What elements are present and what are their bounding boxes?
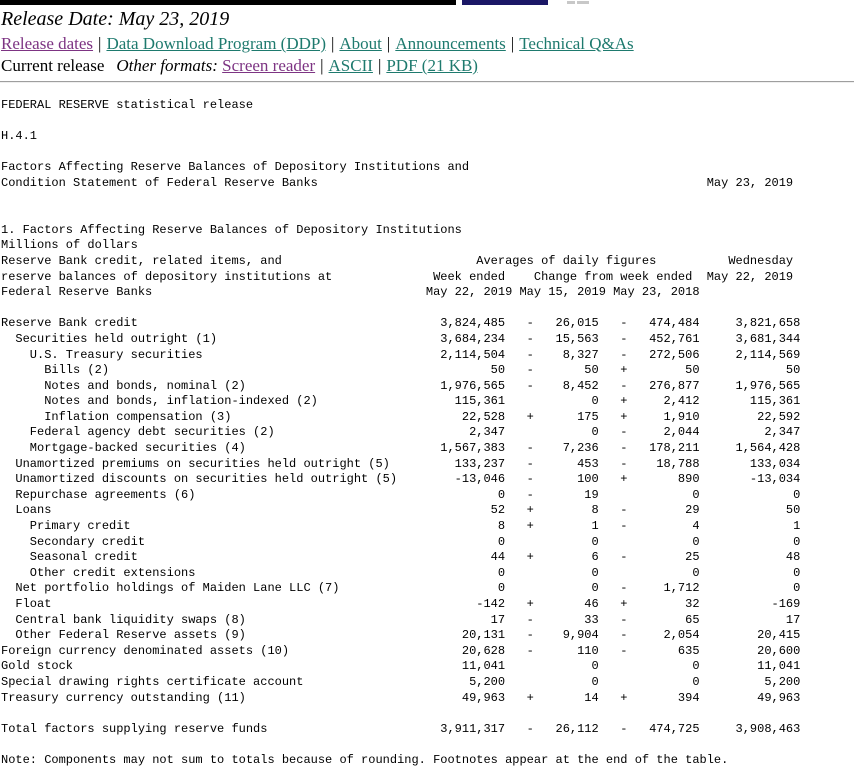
release-title-line2: Condition Statement of Federal Reserve Banks May 23, 2019 xyxy=(1,175,794,190)
header-black-bar xyxy=(0,0,456,5)
table-total-row: Total factors supplying reserve funds 3,911,317 - 26,112 - 474,725 3,908,463 xyxy=(1,721,801,736)
table-row: Primary credit 8 + 1 - 4 1 xyxy=(1,519,801,534)
other-formats-label: Other formats: xyxy=(116,56,218,75)
link-separator: | xyxy=(386,34,391,53)
table-row: Foreign currency denominated assets (10) 20,628 - 110 - 635 20,600 xyxy=(1,643,801,658)
table-title: 1. Factors Affecting Reserve Balances of Depository Institutions xyxy=(1,222,462,237)
spacer-line xyxy=(1,301,854,317)
nav-link-data-download-program-ddp[interactable]: Data Download Program (DDP) xyxy=(106,34,326,53)
nav-link-release-dates[interactable]: Release dates xyxy=(1,34,94,53)
statistical-release-body xyxy=(0,98,854,769)
table-row: Bills (2) 50 - 50 + 50 50 xyxy=(1,363,801,378)
table-row: Treasury currency outstanding (11) 49,963 + 14 + 394 49,963 xyxy=(1,690,801,705)
release-series-id: H.4.1 xyxy=(1,129,38,144)
table-row: Mortgage-backed securities (4) 1,567,383 - 7,236 - 178,211 1,564,428 xyxy=(1,441,801,456)
format-links xyxy=(222,56,478,75)
release-org-line: FEDERAL RESERVE statistical release xyxy=(1,98,254,112)
link-separator: | xyxy=(510,34,515,53)
release-title-line1: Factors Affecting Reserve Balances of Depository Institutions and xyxy=(1,160,470,175)
format-link-screen-reader[interactable]: Screen reader xyxy=(222,56,316,75)
table-row: Gold stock 11,041 0 0 11,041 xyxy=(1,659,801,674)
link-separator: | xyxy=(98,34,102,53)
table-row: Special drawing rights certificate account 5,200 0 0 5,200 xyxy=(1,674,801,689)
table-row: Other credit extensions 0 0 0 0 xyxy=(1,565,801,580)
link-separator: | xyxy=(320,56,324,75)
formats-line xyxy=(1,56,854,75)
spacer-line xyxy=(1,192,854,208)
link-separator: | xyxy=(377,56,382,75)
illegible-tiny-text xyxy=(577,1,589,4)
table-row: Seasonal credit 44 + 6 - 25 48 xyxy=(1,550,801,565)
table-units: Millions of dollars xyxy=(1,238,138,253)
table-row: Notes and bonds, nominal (2) 1,976,565 - 8,452 - 276,877 1,976,565 xyxy=(1,378,801,393)
link-separator: | xyxy=(331,34,335,53)
table-row: Net portfolio holdings of Maiden Lane LLC (7) 0 0 - 1,712 0 xyxy=(1,581,801,596)
format-link-pdf-21-kb[interactable]: PDF (21 KB) xyxy=(386,56,478,75)
spacer-line xyxy=(1,114,854,130)
illegible-tiny-text xyxy=(567,1,575,4)
divider-rule xyxy=(0,81,854,83)
table-row: Inflation compensation (3) 22,528 + 175 + 1,910 22,592 xyxy=(1,409,801,424)
table-header-line: Reserve Bank credit, related items, and Averages of daily figures Wednesday xyxy=(1,253,794,268)
table-row: Secondary credit 0 0 0 0 xyxy=(1,534,801,549)
spacer-line xyxy=(1,207,854,223)
spacer-line xyxy=(1,145,854,161)
table-row: Notes and bonds, inflation-indexed (2) 115,361 0 + 2,412 115,361 xyxy=(1,394,801,409)
header-blue-bar xyxy=(462,0,548,5)
format-link-ascii[interactable]: ASCII xyxy=(328,56,373,75)
nav-link-about[interactable]: About xyxy=(339,34,382,53)
table-row: Reserve Bank credit 3,824,485 - 26,015 - 474,484 3,821,658 xyxy=(1,316,801,331)
table-row: Loans 52 + 8 - 29 50 xyxy=(1,503,801,518)
table-row: Unamortized discounts on securities held outright (5) -13,046 - 100 + 890 -13,034 xyxy=(1,472,801,487)
table-row: Securities held outright (1) 3,684,234 - 15,563 - 452,761 3,681,344 xyxy=(1,331,801,346)
table-row: Repurchase agreements (6) 0 - 19 0 0 xyxy=(1,487,801,502)
release-nav xyxy=(1,34,854,53)
table-row: Federal agency debt securities (2) 2,347 0 - 2,044 2,347 xyxy=(1,425,801,440)
spacer-line xyxy=(1,737,854,753)
table-row: Other Federal Reserve assets (9) 20,131 - 9,904 - 2,054 20,415 xyxy=(1,628,801,643)
table-header-line: reserve balances of depository institutions at Week ended Change from week ended May 22, 2019 xyxy=(1,269,794,284)
table-note: Note: Components may not sum to totals because of rounding. Footnotes appear at the end of the table. xyxy=(1,752,729,767)
table-row: Central bank liquidity swaps (8) 17 - 33 - 65 17 xyxy=(1,612,801,627)
release-header xyxy=(0,8,854,75)
current-release-label: Current release xyxy=(1,56,105,75)
table-row: Unamortized premiums on securities held outright (5) 133,237 - 453 - 18,788 133,034 xyxy=(1,456,801,471)
release-date: Release Date: May 23, 2019 xyxy=(1,8,230,30)
table-row: Float -142 + 46 + 32 -169 xyxy=(1,597,801,611)
nav-link-technical-q-as[interactable]: Technical Q&As xyxy=(519,34,634,53)
spacer-line xyxy=(1,706,854,722)
site-header-cutoff xyxy=(0,0,854,6)
table-row: U.S. Treasury securities 2,114,504 - 8,327 - 272,506 2,114,569 xyxy=(1,347,801,362)
table-header-line: Federal Reserve Banks May 22, 2019 May 15, 2019 May 23, 2018 xyxy=(1,285,700,300)
nav-link-announcements[interactable]: Announcements xyxy=(395,34,506,53)
